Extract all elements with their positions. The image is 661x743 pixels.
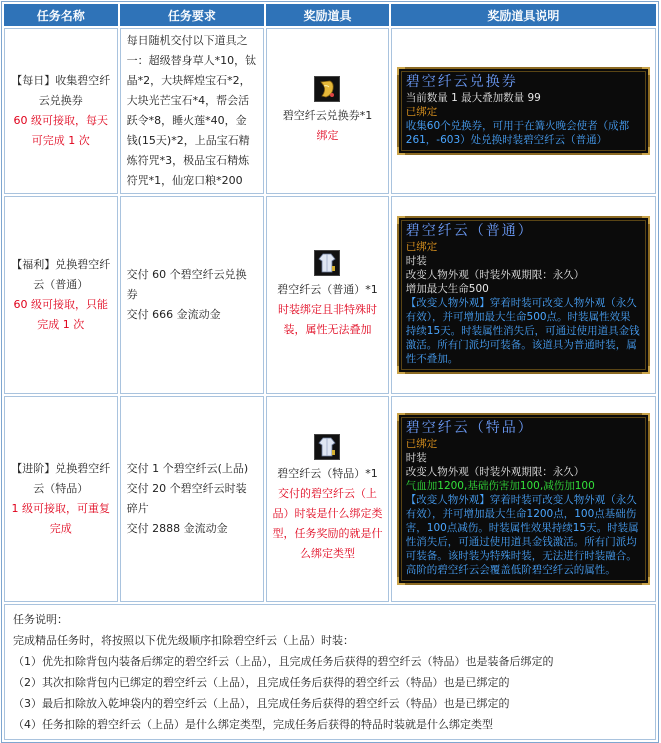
reward-bind-note: 绑定	[316, 129, 339, 142]
reward-description-cell	[391, 396, 656, 602]
requirement-line: 交付 20 个碧空纤云时装碎片	[126, 482, 247, 515]
tooltip-stat: 增加最大生命500	[405, 283, 489, 295]
reward-item-cell	[266, 28, 389, 194]
requirement-line: 交付 2888 金流动金	[126, 522, 228, 535]
reward-item-name: 碧空纤云（普通）*1	[277, 283, 378, 296]
tooltip-stat: 气血加1200,基础伤害加100,减伤加100	[405, 480, 595, 492]
quest-name-cell	[4, 396, 118, 602]
reward-description-cell	[391, 196, 656, 394]
notes-heading: 任务说明：	[13, 613, 68, 626]
tooltip-appearance: 改变人物外观（时装外观期限：永久）	[405, 466, 585, 478]
tooltip-title: 碧空纤云兑换券	[405, 74, 518, 90]
quest-condition: 1 级可接取，可重复完成	[11, 502, 111, 535]
reward-item-cell	[266, 396, 389, 602]
quest-notes	[4, 604, 656, 740]
table-header-row	[4, 4, 656, 26]
quest-name: 【福利】兑换碧空纤云（普通）	[11, 258, 111, 291]
quest-name: 【进阶】兑换碧空纤云（特品）	[11, 462, 111, 495]
notes-item: （4）任务扣除的碧空纤云（上品）是什么绑定类型，完成任务后获得的特品时装就是什么绑定类型	[13, 718, 493, 731]
tooltip-description: 【改变人物外观】穿着时装可改变人物外观（永久有效），并可增加最大生命500点。时装属性效果持续15天。时装属性消失后，可通过使用道具金钱激活。所有门派均可装备。该道具为普通时装，属性不叠加。	[405, 297, 640, 365]
tooltip-title: 碧空纤云（普通）	[405, 223, 534, 239]
requirement-line: 交付 60 个碧空纤云兑换券	[126, 268, 247, 301]
white-robe-icon	[314, 250, 340, 276]
reward-bind-note: 交付的碧空纤云（上品）时装是什么绑定类型，任务奖励的就是什么绑定类型	[272, 487, 383, 560]
table-row	[4, 28, 656, 194]
requirement-line: 每日随机交付以下道具之一：超级替身草人*10，钛晶*2，大块辉煌宝石*2，大块光芒宝石*4，帮会活跃令*8，睡火莲*40，金钱(15天)*2，上品宝石精炼符咒*3，极品宝石精炼符咒*1，仙宠口粮*200	[126, 34, 257, 187]
white-robe-icon	[314, 434, 340, 460]
header-reward-description: 奖励道具说明	[391, 4, 656, 26]
table-row	[4, 396, 656, 602]
quest-condition: 60 级可接取，只能完成 1 次	[13, 298, 109, 331]
reward-bind-note: 时装绑定且非特殊时装，属性无法叠加	[277, 303, 377, 336]
quest-name: 【每日】收集碧空纤云兑换券	[11, 74, 111, 107]
quest-condition: 60 级可接取，每天可完成 1 次	[13, 114, 109, 147]
quest-name-cell	[4, 28, 118, 194]
requirement-line: 交付 666 金流动金	[126, 308, 221, 321]
tooltip-appearance: 改变人物外观（时装外观期限：永久）	[405, 269, 585, 281]
notes-item: （2）其次扣除背包内已绑定的碧空纤云（上品），且完成任务后获得的碧空纤云（特品）也是已绑定的	[13, 676, 510, 689]
tooltip-item-type: 时装	[405, 255, 427, 267]
tooltip-title: 碧空纤云（特品）	[405, 420, 534, 436]
header-reward-item: 奖励道具	[266, 4, 389, 26]
reward-item-name: 碧空纤云（特品）*1	[277, 467, 378, 480]
table-row	[4, 196, 656, 394]
quest-requirement-cell	[120, 28, 265, 194]
tooltip-description: 【改变人物外观】穿着时装可改变人物外观（永久有效），并可增加最大生命1200点，100点基础伤害，100点减伤。时装属性效果持续15天。时装属性消失后，可通过使用道具金钱激活。所有门派均可装备。该时装为特殊时装，无法进行时装融合。高阶的碧空纤云会覆盖低阶碧空纤云的属性。	[405, 494, 639, 576]
notes-item: （3）最后扣除放入乾坤袋内的碧空纤云（上品），且完成任务后获得的碧空纤云（特品）也是已绑定的	[13, 697, 510, 710]
reward-item-name: 碧空纤云兑换券*1	[282, 109, 373, 122]
quest-requirement-cell	[120, 196, 265, 394]
quest-name-cell	[4, 196, 118, 394]
reward-item-cell	[266, 196, 389, 394]
reward-description-cell	[391, 28, 656, 194]
requirement-line: 交付 1 个碧空纤云(上品)	[126, 462, 249, 475]
item-tooltip	[397, 216, 650, 374]
tooltip-item-type: 时装	[405, 452, 427, 464]
notes-item: （1）优先扣除背包内装备后绑定的碧空纤云（上品），且完成任务后获得的碧空纤云（特品）也是装备后绑定的	[13, 655, 554, 668]
header-quest-name: 任务名称	[4, 4, 118, 26]
item-tooltip	[397, 413, 650, 585]
quest-table	[2, 2, 658, 604]
notes-intro: 完成精品任务时，将按照以下优先级顺序扣除碧空纤云（上品）时装：	[13, 634, 354, 647]
tooltip-bind-status: 已绑定	[405, 438, 438, 450]
quest-requirement-cell	[120, 396, 265, 602]
tooltip-quantity: 当前数量 1 最大叠加数量 99	[405, 92, 541, 104]
header-quest-requirement: 任务要求	[120, 4, 265, 26]
tooltip-bind-status: 已绑定	[405, 106, 438, 118]
item-tooltip	[397, 67, 650, 155]
tooltip-bind-status: 已绑定	[405, 241, 438, 253]
tooltip-description: 收集60个兑换券，可用于在篝火晚会使者（成都261，-603）处兑换时装碧空纤云（普通）	[405, 120, 630, 146]
quest-table-container	[1, 1, 659, 743]
scroll-voucher-icon	[314, 76, 340, 102]
